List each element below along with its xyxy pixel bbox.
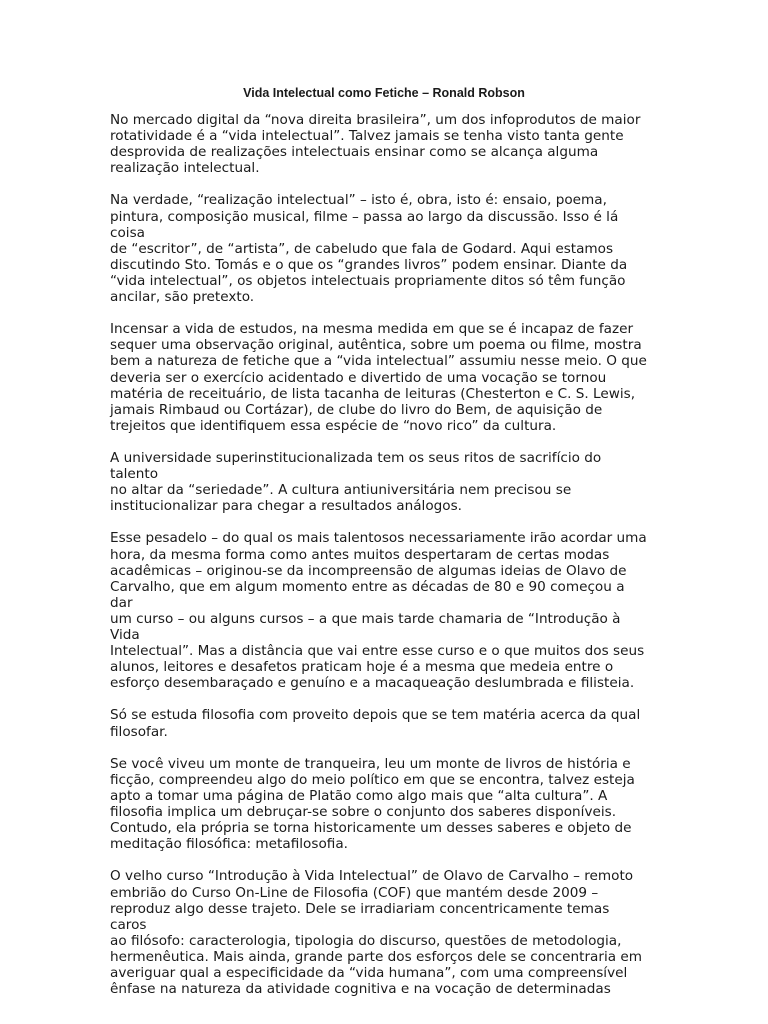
- paragraph-2: Na verdade, “realização intelectual” – isto é, obra, isto é: ensaio, poema, pintura, composição musical, filme – passa ao largo da discussão. Isso é lá coisa de “escritor”, de “artista”, de cabeludo que fala de Godard. Aqui estamos discutindo Sto. Tomás e o que os “grandes livros” podem ensinar. Diante da “vida intelectual”, os objetos intelectuais propriamente ditos só têm função ancilar, são pretexto.: [110, 192, 628, 306]
- paragraph-3: Incensar a vida de estudos, na mesma medida em que se é incapaz de fazer sequer uma observação original, autêntica, sobre um poema ou filme, mostra bem a natureza de fetiche que a “vida intelectual” assumiu nesse meio. O que deveria ser o exercício acidentado e divertido de uma vocação se tornou matéria de receituário, de lista tacanha de leituras (Chesterton e C. S. Lewis, jamais Rimbaud ou Cortázar), de clube do livro do Bem, de aquisição de trejeitos que identifiquem essa espécie de “novo rico” da cultura.: [110, 321, 647, 434]
- paragraph-5: Esse pesadelo – do qual os mais talentosos necessariamente irão acordar uma hora, da mesma forma como antes muitos despertaram de certas modas acadêmicas – originou-se da incompreensão de algumas ideias de Olavo de Carvalho, que em algum momento entre as décadas de 80 e 90 começou a dar um curso – ou alguns cursos – a que mais tarde chamaria de “Introdução à Vida Intelectual”. Mas a distância que vai entre esse curso e o que muitos dos seus alunos, leitores e desafetos praticam hoje é a mesma que medeia entre o esforço desembaraçado e genuíno e a macaqueação deslumbrada e filisteia.: [110, 530, 647, 692]
- paragraph-7: Se você viveu um monte de tranqueira, leu um monte de livros de história e ficção, compreendeu algo do meio político em que se encontra, talvez esteja apto a tomar uma página de Platão como algo mais que “alta cultura”. A filosofia implica um debruçar-se sobre o conjunto dos saberes disponíveis. Contudo, ela própria se torna historicamente um desses saberes e objeto de meditação filosófica: metafilosofia.: [110, 755, 635, 853]
- document-title: Vida Intelectual como Fetiche – Ronald Robson: [243, 86, 525, 100]
- paragraph-4: A universidade superinstitucionalizada tem os seus ritos de sacrifício do talento no altar da “seriedade”. A cultura antiuniversitária nem precisou se institucionalizar para chegar a resultados análogos.: [110, 449, 602, 515]
- document-body: [110, 112, 650, 1013]
- paragraph-6: Só se estuda filosofia com proveito depois que se tem matéria acerca da qual filosofar.: [110, 707, 641, 740]
- paragraph-8: O velho curso “Introdução à Vida Intelectual” de Olavo de Carvalho – remoto embrião do Curso On-Line de Filosofia (COF) que mantém desde 2009 – reproduz algo desse trajeto. Dele se irradiariam concentricamente temas caros ao filósofo: caracterologia, tipologia do discurso, questões de metodologia, hermenêutica. Mais ainda, grande parte dos esforços dele se concentraria em averiguar qual a especificidade da “vida humana”, com uma compreensível ênfase na natureza da atividade cognitiva e na vocação de determinadas: [110, 868, 643, 998]
- paragraph-1: No mercado digital da “nova direita brasileira”, um dos infoprodutos de maior rotatividade é a “vida intelectual”. Talvez jamais se tenha visto tanta gente desprovida de realizações intelectuais ensinar como se alcança alguma realização intelectual.: [110, 112, 641, 177]
